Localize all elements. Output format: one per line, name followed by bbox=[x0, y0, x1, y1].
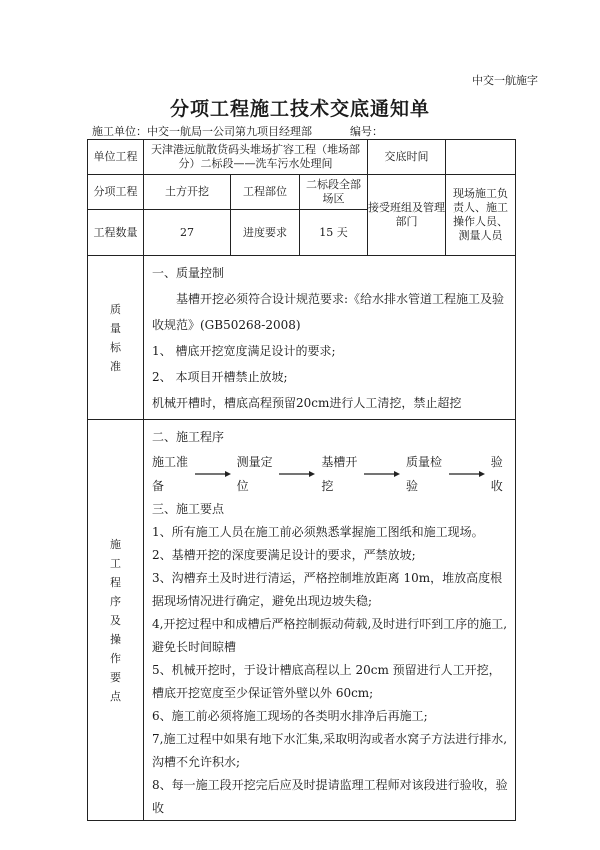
flow-step: 质量检验 bbox=[406, 455, 443, 493]
receiving-dept-value: 现场施工负责人、施工操作人员、测量人员 bbox=[446, 175, 516, 256]
quantity-label: 工程数量 bbox=[88, 210, 144, 256]
point-line: 3、沟槽弃土及时进行清运，严格控制堆放距离 10m，堆放高度根据现场情况进行确定，避免出现边坡失稳; bbox=[152, 571, 503, 608]
procedure-heading: 二、施工程序 bbox=[152, 430, 225, 444]
unit-project-value: 天津港远航散货码头堆场扩容工程（堆场部分）二标段——洗车污水处理间 bbox=[144, 140, 368, 175]
quality-content bbox=[144, 256, 516, 420]
flow-step: 基槽开挖 bbox=[321, 455, 358, 493]
project-part-label: 工程部位 bbox=[231, 175, 300, 210]
procedure-flow bbox=[152, 450, 509, 498]
procedure-content bbox=[144, 420, 516, 821]
point-line: 2、基槽开挖的深度要满足设计的要求，严禁放坡; bbox=[152, 548, 416, 562]
construction-unit: 施工单位：中交一航局一公司第九项目经理部 bbox=[92, 125, 312, 138]
point-line: 1、所有施工人员在施工前必须熟悉掌握施工图纸和施工现场。 bbox=[152, 525, 484, 539]
schedule-label: 进度要求 bbox=[231, 210, 300, 256]
points-heading: 三、施工要点 bbox=[152, 502, 225, 516]
meta-line bbox=[92, 123, 383, 139]
point-line: 8、每一施工段开挖完后应及时提请监理工程师对该段进行验收，验收 bbox=[152, 778, 508, 815]
page-title: 分项工程施工技术交底通知单 bbox=[169, 98, 430, 120]
flow-step: 验收 bbox=[490, 455, 503, 493]
quality-line: 基槽开挖必须符合设计规范要求:《给水排水管道工程施工及验收规范》(GB50268-2008) bbox=[152, 292, 505, 332]
point-line: 5、机械开挖时，于设计槽底高程以上 20cm 预留进行人工开挖，槽底开挖宽度至少保证管外壁以外 60cm; bbox=[152, 663, 501, 700]
arrow-right-icon bbox=[195, 470, 231, 478]
quality-line: 2、 本项目开槽禁止放坡; bbox=[152, 370, 288, 384]
sub-project-value: 土方开挖 bbox=[144, 175, 231, 210]
project-part-value: 二标段全部场区 bbox=[300, 175, 368, 210]
flow-step: 施工准备 bbox=[152, 455, 189, 493]
procedure-label: 施 工 程 序 及 操 作 要 点 bbox=[88, 420, 144, 821]
point-line: 6、施工前必须将施工现场的各类明水排净后再施工; bbox=[152, 709, 428, 723]
point-line: 4,开挖过程中和成槽后严格控制振动荷载,及时进行吓到工序的施工,避免长时间晾槽 bbox=[152, 617, 508, 654]
arrow-right-icon bbox=[279, 470, 315, 478]
schedule-value: 15 天 bbox=[300, 210, 368, 256]
number-label: 编号： bbox=[350, 125, 383, 138]
receiving-dept-label: 接受班组及管理部门 bbox=[368, 175, 446, 256]
handover-table bbox=[87, 139, 516, 821]
quantity-value: 27 bbox=[144, 210, 231, 256]
handover-time-label: 交底时间 bbox=[368, 140, 446, 175]
quality-standard-label: 质 量 标 准 bbox=[88, 256, 144, 420]
document-code: 中交一航施字 bbox=[472, 74, 538, 87]
quality-heading: 一、质量控制 bbox=[152, 266, 225, 280]
sub-project-label: 分项工程 bbox=[88, 175, 144, 210]
handover-time-value bbox=[446, 140, 516, 175]
point-line: 7,施工过程中如果有地下水汇集,采取明沟或者水窝子方法进行排水,沟槽不允许积水; bbox=[152, 732, 508, 769]
arrow-right-icon bbox=[364, 470, 400, 478]
quality-line: 机械开槽时，槽底高程预留20cm进行人工清挖，禁止超挖 bbox=[152, 396, 462, 410]
flow-step: 测量定位 bbox=[236, 455, 273, 493]
unit-project-label: 单位工程 bbox=[88, 140, 144, 175]
arrow-right-icon bbox=[449, 470, 485, 478]
quality-line: 1、 槽底开挖宽度满足设计的要求; bbox=[152, 344, 336, 358]
